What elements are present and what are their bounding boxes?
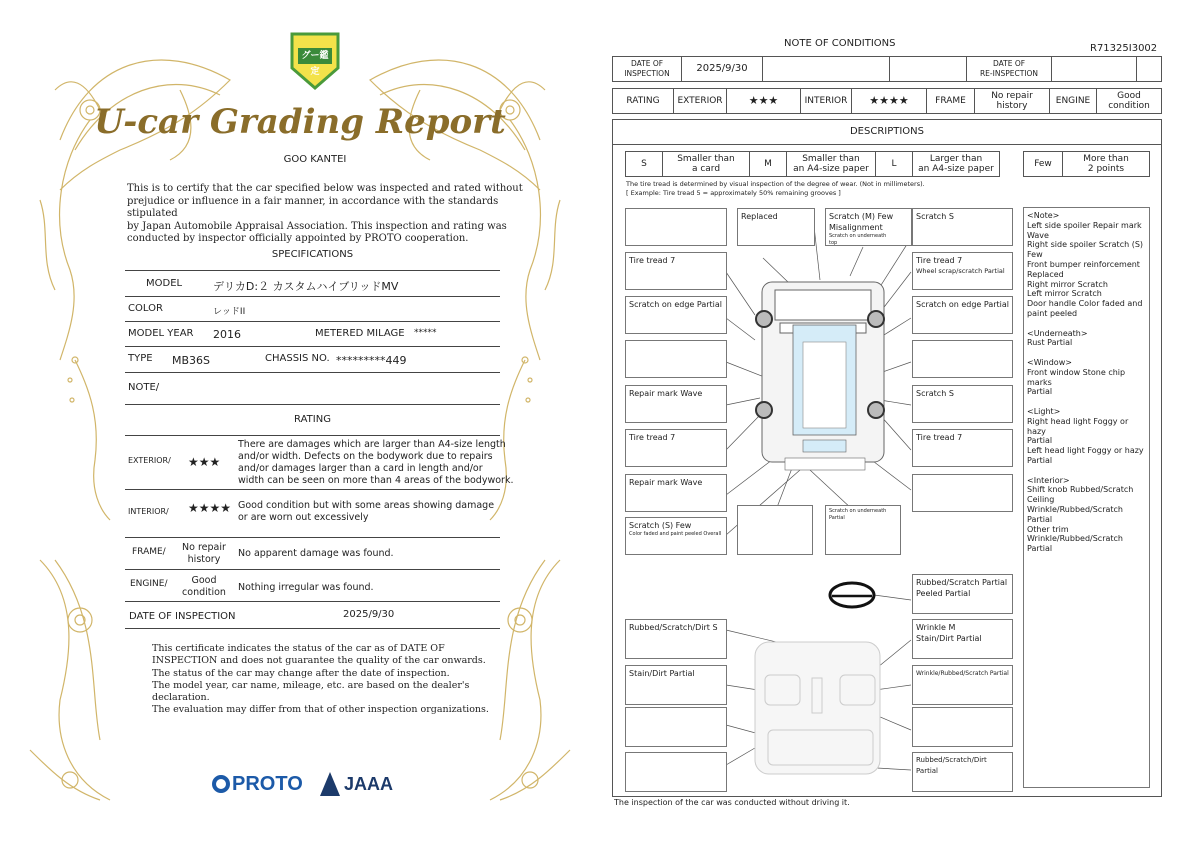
condition-box-repair-left-2: Repair mark Wave: [625, 474, 727, 512]
type-value: MB36S: [172, 354, 211, 367]
date-of-reinspection-header: DATE OF RE-INSPECTION: [966, 56, 1052, 82]
certificate-footer: This certificate indicates the status of the car as of DATE OF INSPECTION and does not guarantee the quality of the car onwards. The status of the car may change after the date of inspection. The model year, car name, mileage, etc. are based on the dealer's declaration. The evaluation may differ from that of other inspection organizations.: [152, 643, 489, 716]
condition-box-empty: [912, 340, 1013, 378]
condition-box-empty: [737, 505, 813, 555]
condition-box-tire-rear-right: Tire tread 7: [912, 429, 1013, 467]
type-label: TYPE: [128, 353, 153, 364]
legend-s-desc: Smaller than a card: [662, 151, 750, 177]
condition-box-repair-left: Repair mark Wave: [625, 385, 727, 423]
proto-logo: PROTO: [212, 770, 303, 798]
date-of-inspection-label: DATE OF INSPECTION: [129, 611, 236, 622]
interior-label: INTERIOR/: [128, 507, 169, 516]
condition-box-interior-3: Stain/Dirt Partial: [625, 665, 727, 705]
interior-description: Good condition but with some areas showing damage or are worn out excessively: [238, 500, 495, 523]
jaaa-logo-icon: [320, 772, 340, 796]
engine-description: Nothing irregular was found.: [238, 582, 374, 593]
condition-box-replaced: Replaced: [737, 208, 815, 246]
legend-l-desc: Larger than an A4-size paper: [912, 151, 1000, 177]
tread-note: The tire tread is determined by visual inspection of the degree of wear. (Not in millimeters). [ Example: Tire tread 5 = approximately 50% remaining grooves ]: [626, 180, 925, 197]
condition-box-empty: [912, 707, 1013, 747]
condition-box-edge-right: Scratch on edge Partial: [912, 296, 1013, 334]
mileage-label: METERED MILAGE: [315, 328, 405, 339]
engine-value: Good condition: [182, 575, 226, 598]
exterior-label: EXTERIOR/: [128, 456, 171, 465]
color-value: レッドII: [213, 307, 246, 317]
condition-box-scratch-m: Scratch (M) Few Misalignment Scratch on underneath top: [825, 208, 912, 246]
rating-header: RATING: [612, 88, 674, 114]
condition-box-empty: [625, 340, 727, 378]
notes-panel: <Note> Left side spoiler Repair mark Wave Right side spoiler Scratch (S) Few Front bumper reinforcement Replaced Right mirror Scratch Left mirror Scratch Door handle Color faded and paint peeled <Underneath> Rust Partial <Window> Front window Stone chip marks Partial <Light> Right head light Foggy or hazy Partial Left head light Foggy or hazy Partial <Interior> Shift knob Rubbed/Scratch Ceiling Wrinkle/Rubbed/Scratch Partial Other trim Wrinkle/Rubbed/Scratch Partial: [1023, 207, 1150, 788]
exterior-stars: ★★★: [188, 455, 221, 469]
jaaa-logo: JAAA: [320, 770, 393, 798]
condition-box-tire-front-left: Tire tread 7: [625, 252, 727, 290]
exterior-stars: ★★★: [726, 88, 801, 114]
condition-box-empty: [625, 752, 727, 792]
interior-stars: ★★★★: [851, 88, 927, 114]
frame-value: No repair history: [974, 88, 1050, 114]
model-year-value: 2016: [213, 328, 241, 341]
goo-kantei-badge: [288, 30, 342, 92]
model-year-label: MODEL YEAR: [128, 328, 194, 339]
report-subtitle: GOO KANTEI: [283, 154, 347, 165]
legend-few-desc: More than 2 points: [1062, 151, 1150, 177]
condition-box-scratch-s-top: Scratch S: [912, 208, 1013, 246]
condition-box-empty: [625, 208, 727, 246]
legend-l: L: [875, 151, 913, 177]
model-label: MODEL: [146, 278, 183, 289]
rating-heading: RATING: [294, 414, 331, 425]
engine-label: ENGINE/: [130, 579, 168, 589]
legend-s: S: [625, 151, 663, 177]
exterior-description: There are damages which are larger than A4-size length and/or width. Defects on the bodywork due to repairs and/or damages larger than a card in length and/or width can be seen on more than 4 areas of the bodywork.: [238, 439, 514, 486]
condition-box-interior-4: Wrinkle/Rubbed/Scratch Partial: [912, 665, 1013, 705]
intro-text: This is to certify that the car specified below was inspected and rated without prejudice or influence in a fair manner, in accordance with the standards stipulated by Japan Automobile Appraisal Association. This inspection and rating was conducted by inspector officially appointed by PROTO cooperation.: [127, 183, 523, 244]
badge-label: グー鑑定: [301, 51, 329, 77]
condition-box-underneath: Scratch on underneath Partial: [825, 505, 901, 555]
date-of-inspection-value: 2025/9/30: [343, 609, 395, 620]
mileage-value: *****: [414, 328, 437, 338]
specifications-heading: SPECIFICATIONS: [271, 249, 354, 260]
legend-m-desc: Smaller than an A4-size paper: [786, 151, 876, 177]
chassis-value: *********449: [336, 354, 407, 367]
interior-header: INTERIOR: [800, 88, 852, 114]
condition-box-tire-front-right: Tire tread 7 Wheel scrap/scratch Partial: [912, 252, 1013, 290]
condition-box-empty: [912, 474, 1013, 512]
condition-box-interior-1: Rubbed/Scratch/Dirt S: [625, 619, 727, 659]
chassis-label: CHASSIS NO.: [265, 353, 330, 364]
engine-header: ENGINE: [1049, 88, 1097, 114]
color-label: COLOR: [128, 303, 163, 314]
condition-box-tire-rear-left: Tire tread 7: [625, 429, 727, 467]
exterior-header: EXTERIOR: [673, 88, 727, 114]
inspection-date-value: 2025/9/30: [681, 56, 763, 82]
condition-box-empty: [625, 707, 727, 747]
model-value: デリカD:２ カスタムハイブリッドMV: [213, 280, 399, 293]
condition-box-interior-5: Rubbed/Scratch/Dirt Partial: [912, 752, 1013, 792]
report-title: U-car Grading Report: [94, 102, 506, 142]
note-label: NOTE/: [128, 382, 160, 393]
condition-box-steering: Rubbed/Scratch Partial Peeled Partial: [912, 574, 1013, 614]
frame-header: FRAME: [926, 88, 975, 114]
engine-value: Good condition: [1096, 88, 1162, 114]
condition-box-scratch-s-few: Scratch (S) Few Color faded and paint peeled Overall: [625, 517, 727, 555]
frame-value: No repair history: [182, 542, 226, 565]
legend-few: Few: [1023, 151, 1063, 177]
condition-box-scratch-s-right: Scratch S: [912, 385, 1013, 423]
conditions-footer: The inspection of the car was conducted without driving it.: [614, 798, 850, 807]
report-number: R71325I3002: [1090, 43, 1158, 54]
frame-description: No apparent damage was found.: [238, 548, 394, 559]
date-of-inspection-header: DATE OF INSPECTION: [612, 56, 682, 82]
conditions-title: NOTE OF CONDITIONS: [784, 38, 896, 49]
descriptions-heading: DESCRIPTIONS: [849, 126, 925, 137]
condition-box-interior-2: Wrinkle M Stain/Dirt Partial: [912, 619, 1013, 659]
note-of-conditions: [600, 0, 1200, 848]
condition-box-edge-left: Scratch on edge Partial: [625, 296, 727, 334]
legend-m: M: [749, 151, 787, 177]
proto-logo-icon: [212, 775, 230, 793]
frame-label: FRAME/: [132, 547, 166, 557]
interior-stars: ★★★★: [188, 501, 232, 515]
